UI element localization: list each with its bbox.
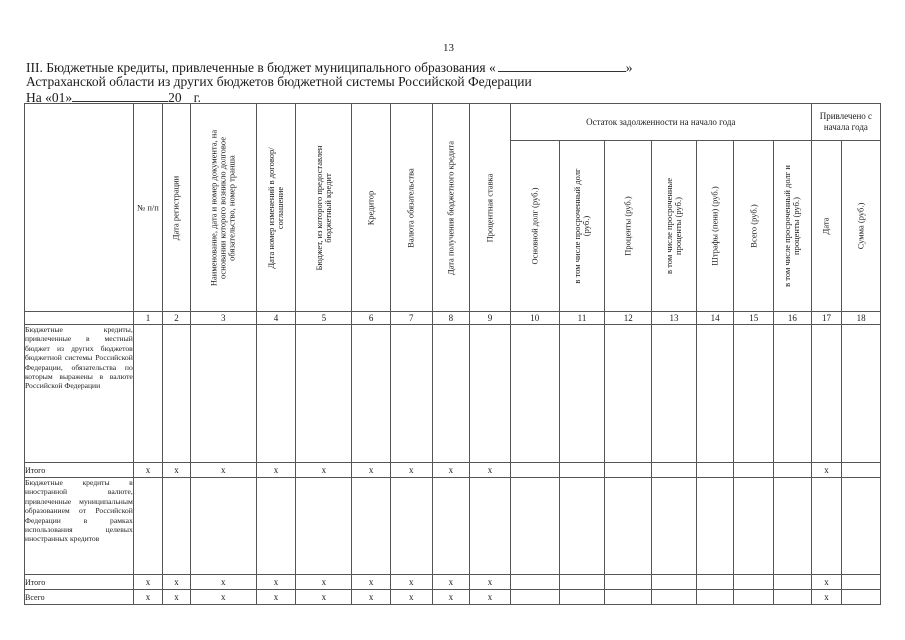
year-prefix: 20 xyxy=(168,90,182,105)
table-cell[interactable] xyxy=(774,590,812,605)
column-number: 16 xyxy=(774,312,812,325)
col-header-1: № п/п xyxy=(133,104,162,312)
table-cell[interactable] xyxy=(652,590,697,605)
table-cell[interactable] xyxy=(559,325,605,463)
column-number: 3 xyxy=(190,312,256,325)
budget-credits-table xyxy=(24,103,881,605)
table-cell[interactable] xyxy=(605,325,652,463)
x-mark: x xyxy=(390,590,432,605)
table-cell[interactable] xyxy=(432,478,470,575)
empty-corner-cell xyxy=(25,104,134,312)
header-row-1 xyxy=(25,104,881,141)
col-header-15: Всего (руб.) xyxy=(734,141,774,312)
table-cell[interactable] xyxy=(605,590,652,605)
table-cell[interactable] xyxy=(296,325,352,463)
table-cell[interactable] xyxy=(774,575,812,590)
x-mark: x xyxy=(163,463,190,478)
column-number: 14 xyxy=(696,312,734,325)
row-label-itogo: Итого xyxy=(25,463,134,478)
table-cell[interactable] xyxy=(774,325,812,463)
x-mark: x xyxy=(163,575,190,590)
col-header-3: Наименование, дата и номер документа, на основании которого возникло долговое обязательство, номер траншa xyxy=(190,104,256,312)
table-cell[interactable] xyxy=(256,325,296,463)
table-cell[interactable] xyxy=(559,575,605,590)
table-cell[interactable] xyxy=(774,463,812,478)
table-cell[interactable] xyxy=(696,590,734,605)
table-cell[interactable] xyxy=(774,478,812,575)
table-row-section-1 xyxy=(25,325,881,463)
heading-line-2: Астраханской области из других бюджетов бюджетной системы Российской Федерации xyxy=(26,74,532,89)
column-number: 12 xyxy=(605,312,652,325)
col-header-4: Дата номер изменений в договор/соглашение xyxy=(256,104,296,312)
column-number: 13 xyxy=(652,312,697,325)
table-cell[interactable] xyxy=(605,575,652,590)
table-cell[interactable] xyxy=(390,325,432,463)
row-label-vsego: Всего xyxy=(25,590,134,605)
table-cell[interactable] xyxy=(190,325,256,463)
table-cell[interactable] xyxy=(734,590,774,605)
col-header-14: Штрафы (пени) (руб.) xyxy=(696,141,734,312)
table-cell[interactable] xyxy=(842,478,881,575)
table-cell[interactable] xyxy=(734,463,774,478)
col-header-6: Кредитор xyxy=(352,104,391,312)
table-cell[interactable] xyxy=(163,325,190,463)
table-cell[interactable] xyxy=(390,478,432,575)
table-cell[interactable] xyxy=(734,478,774,575)
group-header-raised: Привлечено с начала года xyxy=(811,104,880,141)
table-cell[interactable] xyxy=(510,325,559,463)
x-mark: x xyxy=(390,463,432,478)
table-cell[interactable] xyxy=(734,575,774,590)
table-cell[interactable] xyxy=(352,478,391,575)
x-mark: x xyxy=(190,590,256,605)
table-row-itogo-1 xyxy=(25,463,881,478)
x-mark: x xyxy=(133,575,162,590)
x-mark: x xyxy=(432,590,470,605)
table-cell[interactable] xyxy=(652,325,697,463)
col-header-2: Дата регистрации xyxy=(163,104,190,312)
col-header-5: Бюджет, из которого предоставлен бюджетный кредит xyxy=(296,104,352,312)
table-cell[interactable] xyxy=(652,463,697,478)
row-label-itogo: Итого xyxy=(25,575,134,590)
x-mark: x xyxy=(256,590,296,605)
table-cell[interactable] xyxy=(510,575,559,590)
column-number-empty xyxy=(25,312,134,325)
x-mark: x xyxy=(296,463,352,478)
table-row-vsego xyxy=(25,590,881,605)
column-number: 1 xyxy=(133,312,162,325)
table-cell[interactable] xyxy=(842,325,881,463)
table-cell[interactable] xyxy=(842,575,881,590)
table-cell[interactable] xyxy=(133,478,162,575)
table-cell[interactable] xyxy=(605,478,652,575)
table-cell[interactable] xyxy=(811,325,841,463)
col-header-17: Дата xyxy=(811,141,841,312)
x-mark: x xyxy=(811,590,841,605)
table-cell[interactable] xyxy=(256,478,296,575)
table-cell[interactable] xyxy=(470,325,511,463)
column-number: 11 xyxy=(559,312,605,325)
month-blank-field[interactable] xyxy=(72,90,168,102)
x-mark: x xyxy=(811,575,841,590)
x-mark: x xyxy=(352,463,391,478)
column-number: 9 xyxy=(470,312,511,325)
x-mark: x xyxy=(352,590,391,605)
table-cell[interactable] xyxy=(734,325,774,463)
col-header-8: Дата получения бюджетного кредита xyxy=(432,104,470,312)
heading-line-1-text: III. Бюджетные кредиты, привлеченные в бюджет муниципального образования « xyxy=(26,60,496,75)
x-mark: x xyxy=(811,463,841,478)
municipality-blank-field[interactable] xyxy=(498,60,626,72)
column-number: 10 xyxy=(510,312,559,325)
col-header-7: Валюта обязательства xyxy=(390,104,432,312)
x-mark: x xyxy=(256,463,296,478)
column-number: 6 xyxy=(352,312,391,325)
heading-line-1-quote: » xyxy=(625,60,633,75)
col-header-16: в том числе просроченный долг и проценты (руб.) xyxy=(774,141,812,312)
table-cell[interactable] xyxy=(352,325,391,463)
table-cell[interactable] xyxy=(696,325,734,463)
table-cell[interactable] xyxy=(470,478,511,575)
table-cell[interactable] xyxy=(559,590,605,605)
table-cell[interactable] xyxy=(605,463,652,478)
column-number: 4 xyxy=(256,312,296,325)
table-cell[interactable] xyxy=(510,590,559,605)
column-number: 7 xyxy=(390,312,432,325)
date-prefix: На «01» xyxy=(26,90,73,105)
column-number: 5 xyxy=(296,312,352,325)
column-number: 2 xyxy=(163,312,190,325)
table-cell[interactable] xyxy=(510,463,559,478)
row-label-foreign-currency-credits: Бюджетные кредиты в иностранной валюте, привлеченные муниципальным образованием от Российской Федерации в рамках использования целевых иностранных кредитов xyxy=(25,478,134,575)
table-cell[interactable] xyxy=(133,325,162,463)
table-cell[interactable] xyxy=(296,478,352,575)
column-number-row xyxy=(25,312,881,325)
table-cell[interactable] xyxy=(190,478,256,575)
table-cell[interactable] xyxy=(842,463,881,478)
x-mark: x xyxy=(432,463,470,478)
table-row-itogo-2 xyxy=(25,575,881,590)
x-mark: x xyxy=(352,575,391,590)
x-mark: x xyxy=(470,463,511,478)
table-cell[interactable] xyxy=(559,463,605,478)
x-mark: x xyxy=(133,590,162,605)
col-header-11: в том числе просроченный долг (руб.) xyxy=(559,141,605,312)
x-mark: x xyxy=(390,575,432,590)
table-cell[interactable] xyxy=(510,478,559,575)
column-number: 8 xyxy=(432,312,470,325)
x-mark: x xyxy=(133,463,162,478)
table-cell[interactable] xyxy=(652,575,697,590)
year-suffix: г. xyxy=(193,90,202,105)
table-cell[interactable] xyxy=(696,478,734,575)
x-mark: x xyxy=(432,575,470,590)
x-mark: x xyxy=(190,463,256,478)
col-header-13: в том числе просроченные проценты (руб.) xyxy=(652,141,697,312)
col-header-12: Проценты (руб.) xyxy=(605,141,652,312)
x-mark: x xyxy=(163,590,190,605)
x-mark: x xyxy=(296,575,352,590)
x-mark: x xyxy=(296,590,352,605)
group-header-debt: Остаток задолженности на начало года xyxy=(510,104,811,141)
col-header-18: Сумма (руб.) xyxy=(842,141,881,312)
table-cell[interactable] xyxy=(696,575,734,590)
x-mark: x xyxy=(256,575,296,590)
table-cell[interactable] xyxy=(559,478,605,575)
table-cell[interactable] xyxy=(811,478,841,575)
table-row-section-2 xyxy=(25,478,881,575)
x-mark: x xyxy=(470,590,511,605)
heading-line-1 xyxy=(26,60,632,75)
col-header-9: Процентная ставка xyxy=(470,104,511,312)
column-number: 18 xyxy=(842,312,881,325)
page-number: 13 xyxy=(443,42,454,54)
table-cell[interactable] xyxy=(842,590,881,605)
x-mark: x xyxy=(190,575,256,590)
column-number: 15 xyxy=(734,312,774,325)
column-number: 17 xyxy=(811,312,841,325)
table-cell[interactable] xyxy=(696,463,734,478)
table-cell[interactable] xyxy=(432,325,470,463)
x-mark: x xyxy=(470,575,511,590)
table-cell[interactable] xyxy=(163,478,190,575)
table-cell[interactable] xyxy=(652,478,697,575)
col-header-10: Основной долг (руб.) xyxy=(510,141,559,312)
row-label-domestic-credits: Бюджетные кредиты, привлеченные в местный бюджет из других бюджетов бюджетной системы Российской Федерации, обязательства по которым выражены в валюте Российской Федерации xyxy=(25,325,134,463)
